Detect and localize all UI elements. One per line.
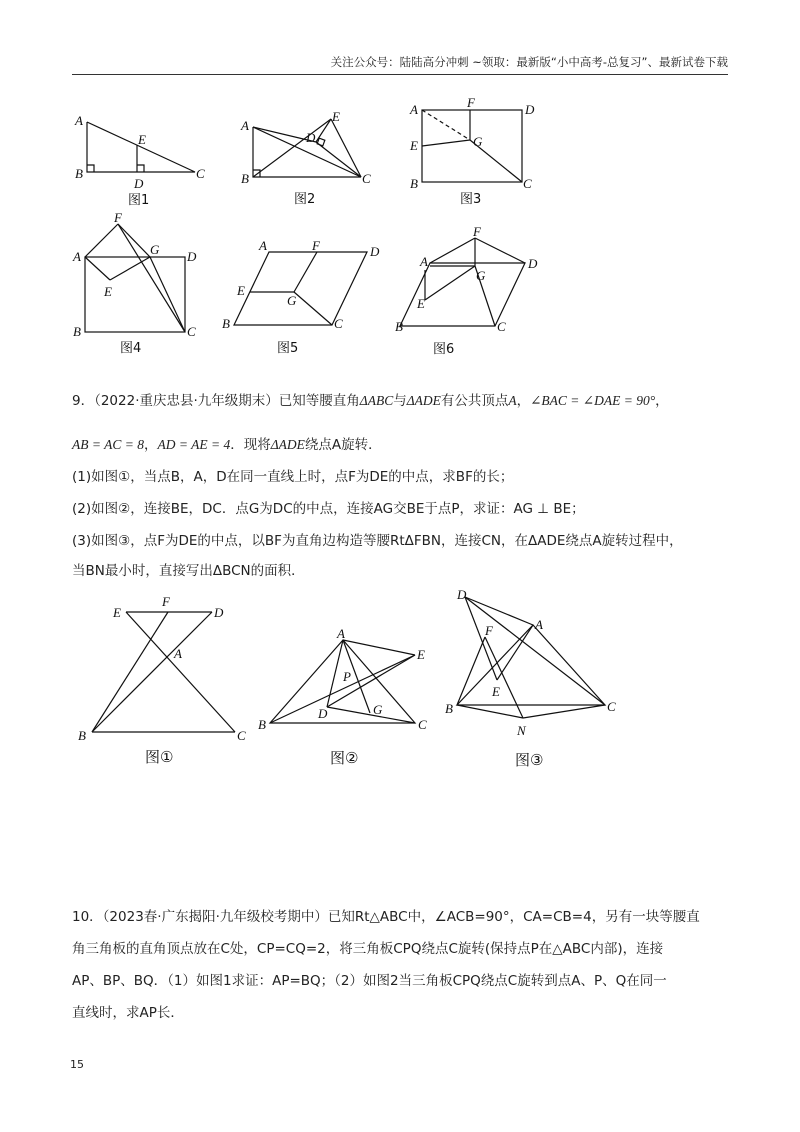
svg-text:B: B: [73, 324, 81, 339]
caption-fig3: 图3: [460, 192, 482, 207]
svg-text:G: G: [287, 293, 297, 308]
svg-text:D: D: [525, 102, 535, 117]
svg-text:D: D: [134, 176, 144, 191]
q10-line4: 直线时，求AP长．: [72, 1005, 184, 1021]
svg-text:E: E: [417, 296, 425, 311]
svg-text:F: F: [114, 210, 122, 225]
svg-text:D: D: [306, 130, 316, 145]
caption-circle-3: 图③: [515, 751, 544, 769]
svg-text:A: A: [535, 617, 543, 632]
svg-text:B: B: [241, 171, 249, 186]
svg-text:A: A: [73, 249, 81, 264]
svg-text:B: B: [222, 316, 230, 331]
svg-text:C: C: [418, 717, 427, 732]
figure-4: [70, 212, 210, 357]
svg-text:F: F: [162, 594, 170, 609]
figure-6: [395, 224, 555, 358]
q9-part1: (1)如图①，当点B，A，D在同一直线上时，点F为DE的中点，求BF的长；: [72, 469, 514, 485]
svg-text:C: C: [497, 319, 506, 334]
svg-text:C: C: [362, 171, 371, 186]
svg-text:P: P: [343, 669, 351, 684]
page-number: 15: [70, 1058, 84, 1071]
page-header: 关注公众号：陆陆高分冲刺 ~领取：最新版“小中高考-总复习”、最新试卷下载: [72, 52, 728, 75]
q9-part3b: 当BN最小时，直接写出ΔBCN的面积．: [72, 563, 305, 579]
figure-circle-3: [445, 585, 635, 770]
q10-line2: 角三角板的直角顶点放在C处，CP=CQ=2，将三角板CPQ绕点C旋转(保持点P在△ABC内部)，连接: [72, 941, 664, 957]
svg-text:B: B: [445, 701, 453, 716]
svg-text:C: C: [523, 176, 532, 191]
caption-fig5: 图5: [277, 341, 299, 356]
svg-text:F: F: [312, 238, 320, 253]
figure-2: [236, 105, 386, 210]
svg-text:D: D: [457, 587, 467, 602]
svg-text:F: F: [467, 95, 475, 110]
svg-text:D: D: [370, 244, 380, 259]
svg-text:E: E: [237, 283, 245, 298]
svg-text:D: D: [187, 249, 197, 264]
figure-1: [70, 110, 220, 210]
caption-circle-1: 图①: [145, 748, 174, 766]
svg-text:C: C: [607, 699, 616, 714]
q9-line1: 9．（2022·重庆忠县·九年级期末）已知等腰直角ΔABC与ΔADE有公共顶点A，∠BAC = ∠DAE = 90°，: [72, 393, 669, 409]
svg-text:B: B: [410, 176, 418, 191]
svg-text:A: A: [420, 254, 428, 269]
q10-line3: AP、BP、BQ．（1）如图1求证：AP=BQ；（2）如图2当三角板CPQ绕点C旋转到点A、P、Q在同一: [72, 973, 667, 989]
caption-fig2: 图2: [294, 192, 316, 207]
figure-3: [405, 95, 555, 213]
svg-text:N: N: [517, 723, 526, 738]
svg-text:C: C: [187, 324, 196, 339]
svg-text:G: G: [473, 134, 483, 149]
svg-text:B: B: [75, 166, 83, 181]
q10-line1: 10．（2023春·广东揭阳·九年级校考期中）已知Rt△ABC中，∠ACB=90°，CA=CB=4，另有一块等腰直: [72, 909, 700, 925]
svg-text:A: A: [259, 238, 267, 253]
svg-text:A: A: [241, 118, 249, 133]
q9-line2: AB = AC = 8，AD = AE = 4．现将ΔADE绕点A旋转．: [72, 437, 382, 453]
caption-fig6: 图6: [433, 342, 455, 357]
svg-text:A: A: [337, 626, 345, 641]
figure-circle-2: [255, 625, 445, 775]
q9-part2: (2)如图②，连接BE，DC．点G为DC的中点，连接AG交BE于点P，求证：AG ⊥ BE；: [72, 501, 585, 517]
svg-text:G: G: [150, 242, 160, 257]
caption-circle-2: 图②: [330, 749, 359, 767]
svg-text:F: F: [485, 623, 493, 638]
svg-text:C: C: [334, 316, 343, 331]
caption-fig1: 图1: [128, 193, 150, 208]
figure-circle-1: [70, 592, 260, 772]
figure-5: [222, 240, 382, 358]
svg-text:C: C: [196, 166, 205, 181]
svg-text:E: E: [104, 284, 112, 299]
svg-text:A: A: [174, 646, 182, 661]
svg-text:E: E: [492, 684, 500, 699]
svg-text:D: D: [528, 256, 538, 271]
q9-part3a: (3)如图③，点F为DE的中点，以BF为直角边构造等腰RtΔFBN，连接CN，在ΔADE绕点A旋转过程中，: [72, 533, 683, 549]
svg-text:G: G: [476, 268, 486, 283]
svg-text:E: E: [417, 647, 425, 662]
svg-text:A: A: [75, 113, 83, 128]
svg-text:F: F: [473, 224, 481, 239]
svg-text:B: B: [78, 728, 86, 743]
svg-text:D: D: [214, 605, 224, 620]
caption-fig4: 图4: [120, 341, 142, 356]
svg-text:A: A: [410, 102, 418, 117]
svg-text:E: E: [138, 132, 146, 147]
svg-text:B: B: [395, 319, 403, 334]
svg-text:B: B: [258, 717, 266, 732]
svg-text:E: E: [410, 138, 418, 153]
svg-text:E: E: [332, 109, 340, 124]
svg-text:C: C: [237, 728, 246, 743]
svg-text:D: D: [318, 706, 328, 721]
svg-text:G: G: [373, 702, 383, 717]
svg-text:E: E: [113, 605, 121, 620]
